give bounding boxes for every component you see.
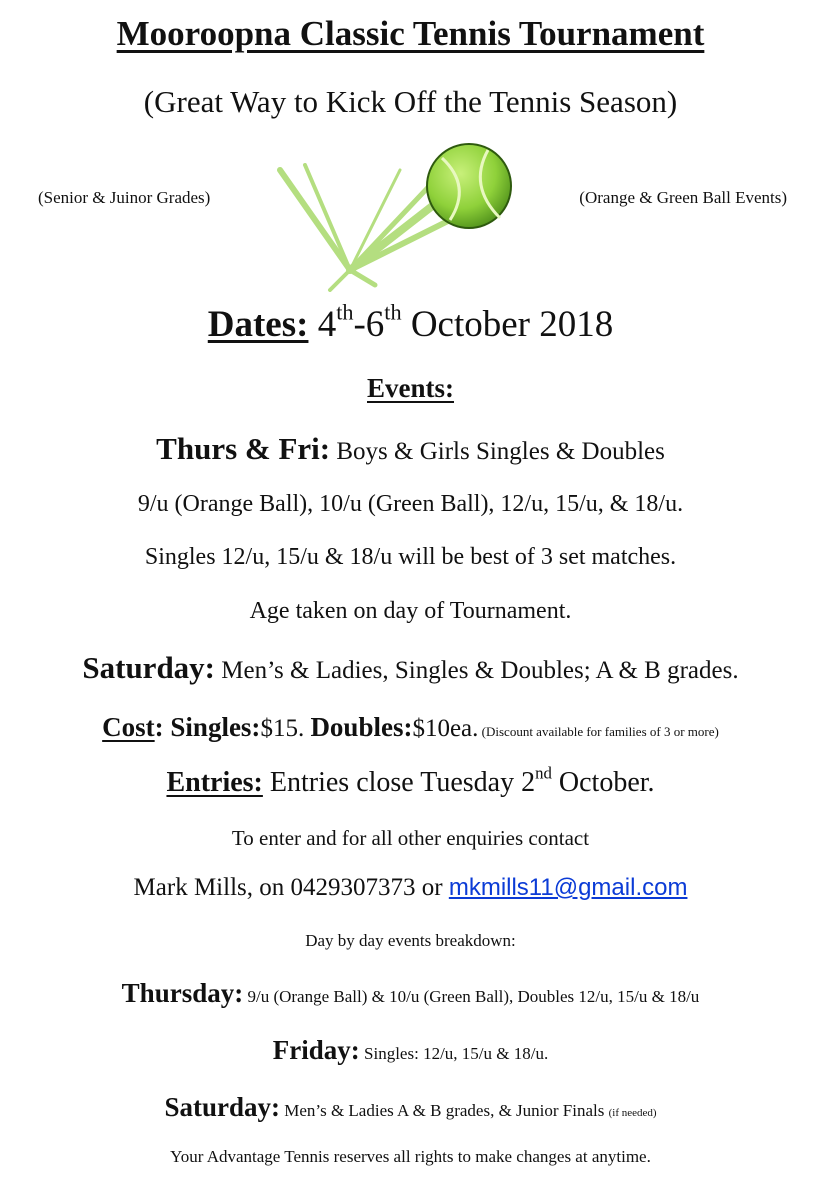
saturday-label: Saturday: [82,650,216,685]
saturday-day-text: Men’s & Ladies A & B grades, & Junior Finals [279,1101,609,1120]
document-title: Mooroopna Classic Tennis Tournament [116,14,705,53]
entries-text: Entries close Tuesday 2 [262,767,536,798]
doubles-cost-value: $10ea. [412,715,479,742]
thursday-label: Thursday: [121,978,244,1008]
thursday-line [0,978,821,1009]
breakdown-heading: Day by day events breakdown: [305,931,516,950]
start-day: 4 [317,304,337,345]
thurs-fri-line [0,431,821,467]
friday-line [0,1035,821,1066]
dates-line [0,299,821,346]
entries-line: Entries: Entries close Tuesday 2nd October. [166,763,655,798]
friday-label: Friday: [272,1035,360,1065]
contact-line [0,874,821,902]
grades-note: (Senior & Juinor Grades) [38,188,211,207]
discount-note: (Discount available for families of 3 or more) [478,724,719,739]
saturday-day-line [0,1092,821,1123]
start-day-suffix: th [336,299,354,325]
saturday-text: Men’s & Ladies, Singles & Doubles; A & B grades. [215,657,739,684]
singles-note: Singles 12/u, 15/u & 18/u will be best of 3 set matches. [144,544,677,570]
age-groups: 9/u (Orange Ball), 10/u (Green Ball), 12/u, 15/u, & 18/u. [137,491,684,517]
subtitle: (Great Way to Kick Off the Tennis Season) [143,84,678,119]
cost-label: Cost [102,712,155,742]
email-link[interactable]: mkmills11@gmail.com [448,874,688,901]
age-note: Age taken on day of Tournament. [249,598,572,624]
enquiries-text: To enter and for all other enquiries contact [231,826,590,850]
contact-text: Mark Mills, on 0429307373 or [133,874,449,901]
saturday-line [0,650,821,686]
entries-label: Entries: [166,767,263,798]
saturday-day-label: Saturday: [164,1092,280,1122]
events-heading: Events: [367,373,454,403]
doubles-cost-label: Doubles: [310,712,413,742]
entries-day-suffix: nd [535,763,552,783]
ball-events-note: (Orange & Green Ball Events) [579,188,787,207]
if-needed-note: (if needed) [608,1107,657,1119]
thurs-fri-text: Boys & Girls Singles & Doubles [330,438,665,465]
friday-text: Singles: 12/u, 15/u & 18/u. [359,1044,549,1063]
end-day-suffix: th [384,299,402,325]
dates-label: Dates: [207,304,309,345]
disclaimer: Your Advantage Tennis reserves all rights to make changes at anytime. [170,1147,651,1166]
tennis-ball-icon [250,140,530,300]
cost-line: Cost: Singles:$15. Doubles:$10ea. (Discount available for families of 3 or more) [102,712,719,742]
month-year: October 2018 [401,304,614,345]
singles-cost-value: $15. [260,715,311,742]
thurs-fri-label: Thurs & Fri: [156,431,331,466]
singles-cost-label: Singles: [163,712,261,742]
thursday-text: 9/u (Orange Ball) & 10/u (Green Ball), Doubles 12/u, 15/u & 18/u [243,987,700,1006]
end-day: -6 [353,304,385,345]
